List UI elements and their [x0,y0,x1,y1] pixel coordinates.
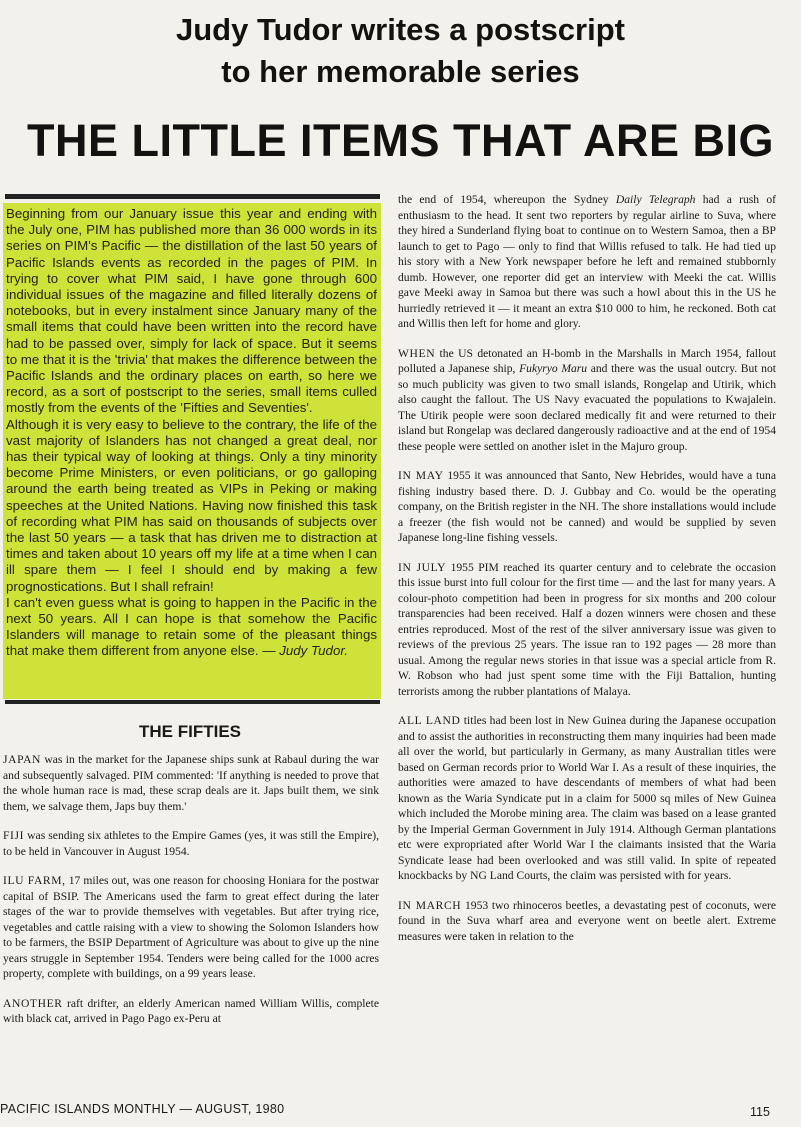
item-lead: JAPAN [3,753,42,766]
item-paragraph [398,713,776,884]
item-paragraph [398,192,776,332]
headline-line-2: to her memorable series [221,54,580,89]
item-text: raft drifter, an elderly American named William Willis, complete with black cat, arrived in Pago Pago ex-Peru at [3,996,379,1025]
right-column [398,192,776,958]
item-paragraph [398,898,776,945]
ship-name: Fukyryo Maru [519,362,588,375]
item-paragraph [3,873,379,982]
item-lead: ALL LAND [398,714,461,727]
newspaper-name: Daily Telegraph [615,193,696,206]
item-text: the end of 1954, whereupon the Sydney [398,193,616,206]
item-text: was sending six athletes to the Empire Games (yes, it was still the Empire), to be held in Vancouver in August 1954. [3,829,379,858]
item-paragraph [3,828,379,859]
intro-author: Judy Tudor. [279,643,348,659]
headline-line-1: Judy Tudor writes a postscript [175,12,625,47]
intro-top-rule [5,194,380,199]
intro-paragraph-1: Beginning from our January issue this year and ending with the July one, PIM has published more than 36 000 words in its series on PIM's Pacific — the distillation of the last 50 years of Pacific Islands events as recorded in the pages of PIM. In trying to cover what PIM said, I have gone through 600 individual issues of the magazine and filled literally dozens of notebooks, but in every instalment since January many of the small items that could have been written into the record have had to be passed over, simply for lack of space. But it seems to me that it is the 'trivia' that makes the difference between the Pacific Islands and the ordinary places on earth, so here we record, as a sort of postscript to the series, small items culled mostly from the events of the 'Fifties and Seventies'. [6,206,377,416]
item-paragraph [3,752,379,814]
item-paragraph [3,996,379,1027]
item-text: 1953 two rhinoceros beetles, a devastating pest of coconuts, were found in the Suva wharf area and everyone went on beetle alert. Extreme measures were taken in relation to the [398,898,777,943]
item-text: titles had been lost in New Guinea during the Japanese occupation and to assist the authorities in reconstructing them many inquiries had been made all over the world, but particularly in Germany, as many Australian titles were based on German records prior to World War I. As a result of these inquiries, the authorities were amazed to have descendants of members of what had been known as the Waria Syndicate put in a claim for 5000 sq miles of New Guinea which included the Morobe mining area. The claim was based on a lease granted by the Imperial German Government in July 1914. Although German plantations etc were expropriated after World War I the claimants insisted that the Waria Syndicate lease had been overlooked and was still valid. In spite of repeated knockbacks by NG Land Courts, the claim was persisted with for years. [398,714,776,882]
item-text: was in the market for the Japanese ships sunk at Rabaul during the war and subsequently salvaged. PIM commented: 'If anything is needed to prove that the whole human race is mad, these scrap deals are it. Japs built them, we sink them, we salvage them, Japs buy them.' [3,753,379,813]
item-lead: WHEN [398,346,436,360]
item-lead: FIJI [3,829,25,842]
footer-publication: PACIFIC ISLANDS MONTHLY — AUGUST, 1980 [0,1102,285,1116]
article-title: THE LITTLE ITEMS THAT ARE BIG [27,115,774,166]
item-text: had a rush of enthusiasm to the head. It sent two reporters by regular airline to Suva, where they hired a Sunderland flying boat to continue on to Western Samoa, then a BP launch to get to Pago — only to find that Willis refused to talk. He had tied up his story with a New York newspaper before he left and remained stubbornly dumb. However, one reporter did get an interview with Meeki the cat. Willis gave Meeki away in Samoa but there was such a howl about this in the US he hurriedly retrieved it — it meant an extra $10 000 to him, he reckoned. Both cat and Willis then left for home and glory. [398,193,776,330]
intro-box [3,203,381,699]
item-text: 1955 it was announced that Santo, New Hebrides, would have a tuna fishing industry based there. D. J. Gubbay and Co. would be the operating company, on the British register in the NH. The shore installations would include a freezer (the fish would not be canned) and would be supplied by seven Japanese long-line fishing vessels. [398,469,776,544]
page-number: 115 [750,1105,770,1119]
item-lead: ILU FARM, [3,874,66,887]
item-lead: ANOTHER [3,996,63,1010]
item-paragraph [398,346,776,455]
intro-bottom-rule [5,700,380,704]
intro-paragraph-3 [6,595,377,660]
item-paragraph [398,468,776,546]
item-text: 17 miles out, was one reason for choosing Honiara for the postwar capital of BSIP. The Americans used the farm to great effect during the later stages of the war to provide themselves with vegetables. But after trying rice, vegetables and cattle raising with a view to showing the Solomon Islanders how to be farmers, the BSIP Department of Agriculture was about to give up the nine years struggle in September 1954. Tenders were being called for the 1000 acres property, complete with buildings, on a 99 years lease. [3,874,379,980]
section-heading: THE FIFTIES [139,722,241,741]
intro-paragraph-3-text: I can't even guess what is going to happen in the Pacific in the next 50 years. All I can hope is that somehow the Pacific Islanders will manage to retain some of the pleasant things that make them different from anyone else. — [6,594,377,659]
item-text: the US detonated an H-bomb in the Marshalls in March 1954, fallout polluted a Japanese ship, [398,346,776,375]
item-lead: IN MAY [398,469,444,482]
item-text: and there was the usual outcry. But not so much publicity was given to two small islands, Rongelap and Utirik, which also caught the fallout. The US Navy evacuated the populations to Kwajalein. The Utirik people were soon declared medically fit and were returned to their island but Rongelap was declared dangerously radioactive and at the end of 1954 these people were settled on another islet in the Majuro group. [398,362,776,453]
item-paragraph [398,560,776,700]
item-lead: IN JULY [398,560,447,574]
item-lead: IN MARCH [398,898,462,912]
intro-paragraph-2: Although it is very easy to believe to the contrary, the life of the vast majority of Islanders has not changed a great deal, nor has their typical way of looking at things. Only a tiny minority become Prime Ministers, or even politicians, or go galloping around the earth being treated as VIPs in Peking or making speeches at the United Nations. Having now finished this task of recording what PIM has said on thousands of subjects over the last 50 years — a task that has driven me to distraction at times and taken about 10 years off my life at a time when I can ill spare them — I feel I should end by making a few prognostications. But I shall refrain! [6,416,377,594]
item-text: 1955 PIM reached its quarter century and to celebrate the occasion this issue burst into full colour for the first time — and the last for many years. A colour-photo competition had been in progress for six months and 200 colour transparencies had been received. Half a dozen winners were chosen and these entries reproduced. Most of the rest of the silver anniversary issue was given to reviews of the previous 25 years. The issue ran to 192 pages — 28 more than usual. Among the regular news stories in that issue was a special article from R. W. Robson who had just spent some time with the Fiji Battalion, hunting terrorists among the rubber plantations of Malaya. [398,560,776,698]
left-column [3,752,379,1041]
